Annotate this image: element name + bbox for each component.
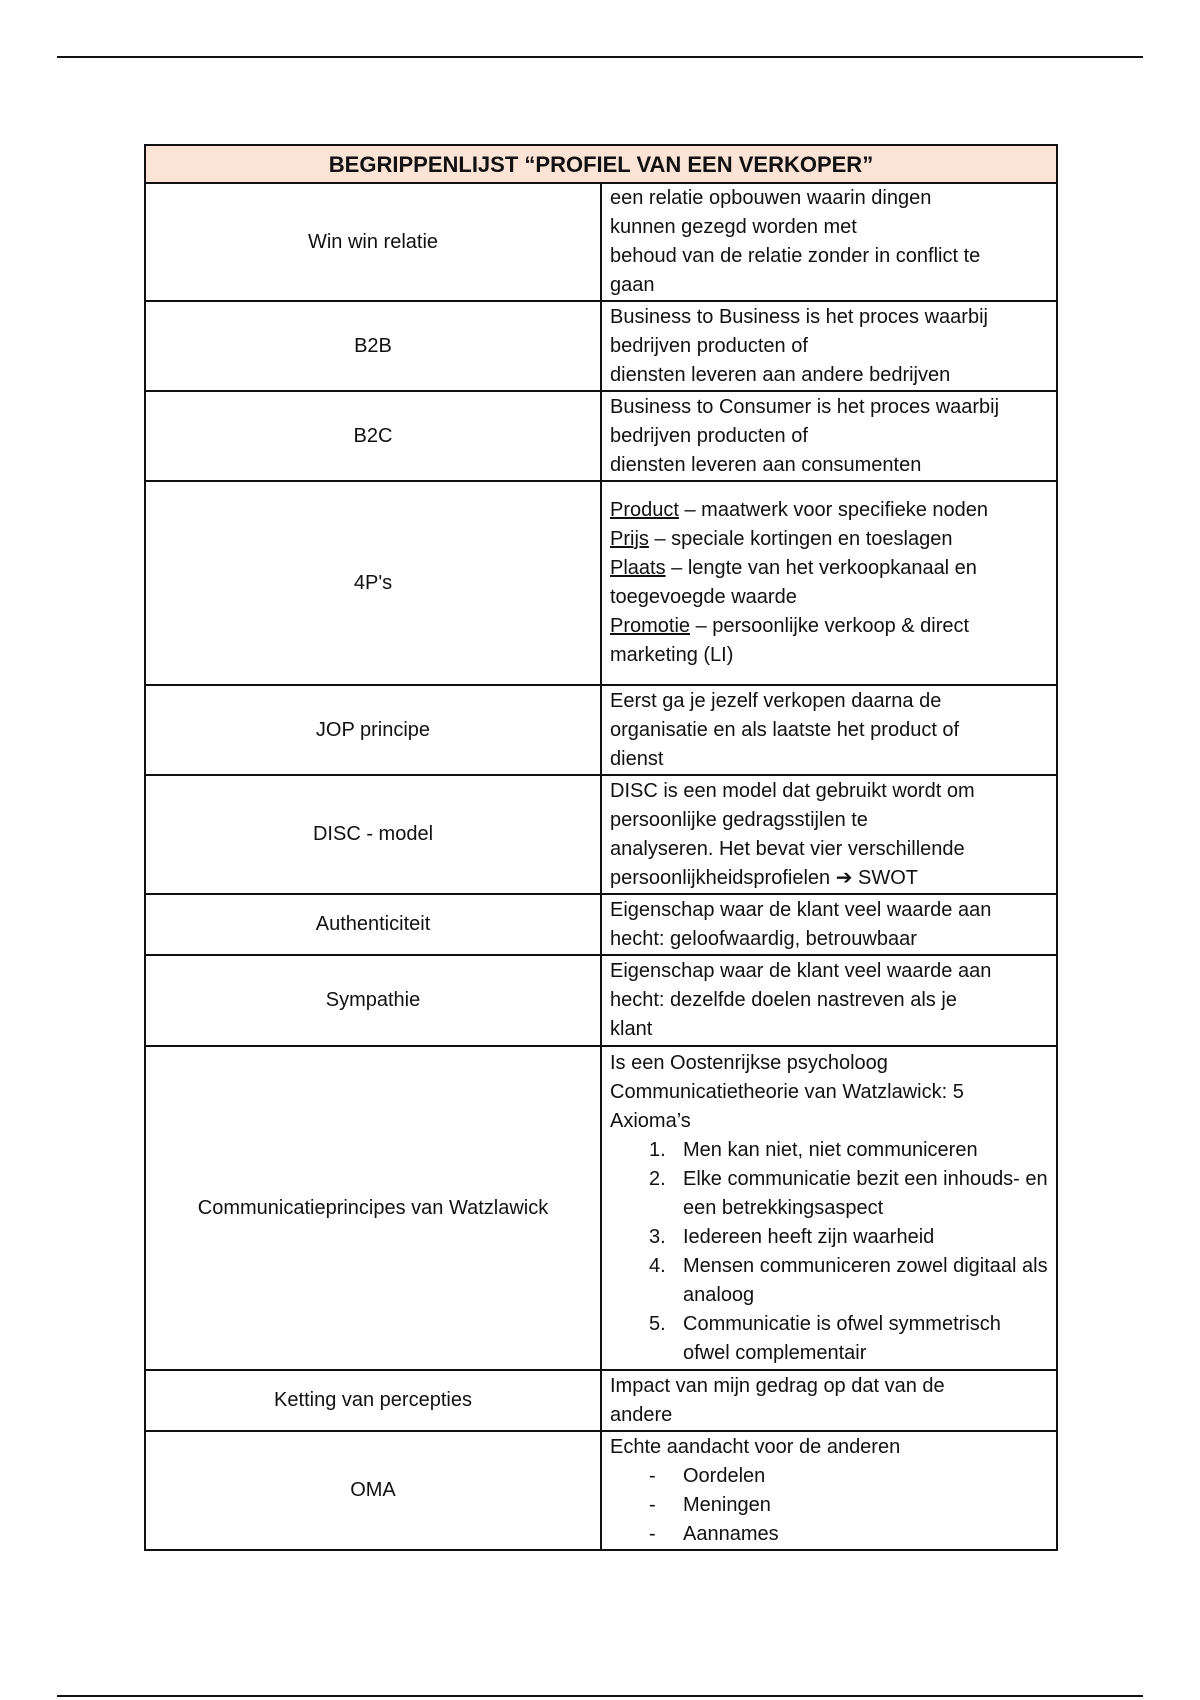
term-cell: Sympathie bbox=[145, 955, 601, 1046]
definition-cell bbox=[601, 301, 1057, 391]
item-key: Product bbox=[610, 499, 679, 521]
item-key: Promotie bbox=[610, 615, 691, 637]
definition-line: hecht: geloofwaardig, betrouwbaar bbox=[610, 927, 917, 950]
definition-line: persoonlijke gedragsstijlen te bbox=[610, 808, 868, 831]
dash-bullet: - bbox=[649, 1522, 656, 1545]
definition-line: dienst bbox=[610, 747, 664, 770]
definition-line: kunnen gezegd worden met bbox=[610, 216, 857, 238]
glossary-table bbox=[144, 144, 1058, 1551]
top-rule bbox=[57, 56, 1143, 58]
definition-line: Eerst ga je jezelf verkopen daarna de bbox=[610, 689, 942, 712]
list-item bbox=[610, 1223, 1048, 1252]
definition-cell bbox=[601, 1046, 1057, 1370]
list-item-text: Elke communicatie bezit een inhouds- en een betrekkingsaspect bbox=[683, 1167, 1048, 1219]
item-text: – maatwerk voor specifieke noden bbox=[678, 499, 988, 521]
list-number: 2. bbox=[649, 1167, 666, 1190]
title-row bbox=[145, 145, 1057, 183]
definition-line: behoud van de relatie zonder in conflict te bbox=[610, 245, 981, 267]
table-row bbox=[145, 1370, 1057, 1431]
dash-bullet: - bbox=[649, 1493, 656, 1516]
definition-item bbox=[610, 525, 1048, 554]
table-row bbox=[145, 481, 1057, 685]
definition-cell bbox=[601, 1370, 1057, 1431]
list-item-text: Mensen communiceren zowel digitaal als analoog bbox=[683, 1254, 1048, 1306]
definition-line: Communicatietheorie van Watzlawick: 5 bbox=[610, 1080, 964, 1103]
definition-cell bbox=[601, 391, 1057, 481]
item-key: Prijs bbox=[610, 528, 649, 550]
dash-bullet: - bbox=[649, 1464, 656, 1487]
list-item bbox=[610, 1252, 1048, 1310]
term-cell: 4P's bbox=[145, 481, 601, 685]
item-text: – lengte van het verkoopkanaal en toegevoegde waarde bbox=[610, 557, 977, 608]
definition-line: Impact van mijn gedrag op dat van de bbox=[610, 1374, 945, 1397]
list-number: 4. bbox=[649, 1254, 666, 1277]
term-cell: Win win relatie bbox=[145, 183, 601, 301]
term-cell: B2C bbox=[145, 391, 601, 481]
definition-cell bbox=[601, 775, 1057, 894]
term-cell: B2B bbox=[145, 301, 601, 391]
list-item bbox=[610, 1165, 1048, 1223]
list-item bbox=[610, 1462, 1048, 1491]
item-text: – persoonlijke verkoop & direct marketing (LI) bbox=[610, 615, 970, 666]
definition-line: Business to Consumer is het proces waarbij bbox=[610, 395, 1000, 418]
table-row bbox=[145, 391, 1057, 481]
list-item bbox=[610, 1310, 1048, 1368]
list-number: 5. bbox=[649, 1312, 666, 1335]
definition-item bbox=[610, 612, 1048, 670]
list-item-text: Aannames bbox=[683, 1522, 779, 1545]
table-row bbox=[145, 894, 1057, 955]
list-item-text: Communicatie is ofwel symmetrisch ofwel complementair bbox=[683, 1312, 1001, 1364]
item-key: Plaats bbox=[610, 557, 666, 579]
definition-line: persoonlijkheidsprofielen ➔ SWOT bbox=[610, 866, 918, 889]
definition-line: Is een Oostenrijkse psycholoog bbox=[610, 1051, 888, 1074]
definition-line: organisatie en als laatste het product of bbox=[610, 718, 960, 741]
definition-cell bbox=[601, 894, 1057, 955]
definition-line: analyseren. Het bevat vier verschillende bbox=[610, 837, 965, 860]
definition-item bbox=[610, 496, 1048, 525]
definition-line: hecht: dezelfde doelen nastreven als je bbox=[610, 989, 957, 1011]
definition-cell bbox=[601, 1431, 1057, 1550]
table-row bbox=[145, 183, 1057, 301]
definition-line: Eigenschap waar de klant veel waarde aan bbox=[610, 898, 992, 921]
list-item bbox=[610, 1136, 1048, 1165]
term-cell: Authenticiteit bbox=[145, 894, 601, 955]
term-cell: Communicatieprincipes van Watzlawick bbox=[145, 1046, 601, 1370]
item-text: – speciale kortingen en toeslagen bbox=[648, 528, 953, 550]
list-number: 3. bbox=[649, 1225, 666, 1248]
list-number: 1. bbox=[649, 1138, 666, 1161]
definition-line: andere bbox=[610, 1403, 673, 1426]
list-item bbox=[610, 1520, 1048, 1549]
definition-cell bbox=[601, 481, 1057, 685]
list-item-text: Iedereen heeft zijn waarheid bbox=[683, 1225, 935, 1248]
list-item-text: Men kan niet, niet communiceren bbox=[683, 1138, 978, 1161]
definition-line: klant bbox=[610, 1018, 653, 1040]
term-cell: DISC - model bbox=[145, 775, 601, 894]
definition-line: Axioma’s bbox=[610, 1109, 691, 1132]
definition-line: Echte aandacht voor de anderen bbox=[610, 1435, 901, 1458]
list-item bbox=[610, 1491, 1048, 1520]
definition-item bbox=[610, 554, 1048, 612]
definition-line: bedrijven producten of bbox=[610, 424, 808, 447]
definition-line: bedrijven producten of bbox=[610, 334, 808, 357]
list-item-text: Oordelen bbox=[683, 1464, 766, 1487]
table-row bbox=[145, 1431, 1057, 1550]
definition-line: gaan bbox=[610, 274, 655, 296]
definition-line: diensten leveren aan andere bedrijven bbox=[610, 363, 951, 386]
definition-cell bbox=[601, 685, 1057, 775]
definition-line: DISC is een model dat gebruikt wordt om bbox=[610, 779, 975, 802]
table-row bbox=[145, 685, 1057, 775]
definition-cell bbox=[601, 955, 1057, 1046]
definition-cell bbox=[601, 183, 1057, 301]
term-cell: OMA bbox=[145, 1431, 601, 1550]
definition-line: diensten leveren aan consumenten bbox=[610, 453, 922, 476]
table-row bbox=[145, 955, 1057, 1046]
table-row bbox=[145, 775, 1057, 894]
bottom-rule bbox=[57, 1695, 1143, 1697]
definition-line: Eigenschap waar de klant veel waarde aan bbox=[610, 960, 992, 982]
term-cell: JOP principe bbox=[145, 685, 601, 775]
table-row bbox=[145, 301, 1057, 391]
list-item-text: Meningen bbox=[683, 1493, 771, 1516]
table-title: BEGRIPPENLIJST “PROFIEL VAN EEN VERKOPER” bbox=[145, 145, 1057, 183]
definition-line: een relatie opbouwen waarin dingen bbox=[610, 187, 932, 209]
table-row bbox=[145, 1046, 1057, 1370]
term-cell: Ketting van percepties bbox=[145, 1370, 601, 1431]
oma-list bbox=[610, 1462, 1048, 1549]
axioms-list bbox=[610, 1136, 1048, 1368]
definition-line: Business to Business is het proces waarbij bbox=[610, 305, 988, 328]
